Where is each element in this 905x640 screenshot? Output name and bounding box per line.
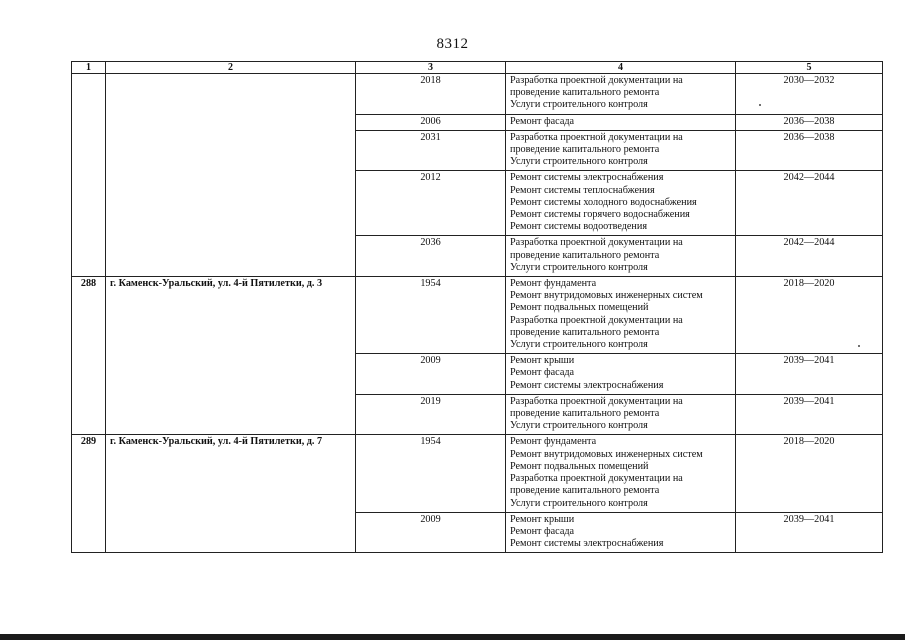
table-body (72, 74, 883, 553)
column-header-2: 2 (106, 62, 356, 74)
planned-period: 2018—2020 (736, 435, 883, 512)
scan-speck (759, 104, 761, 106)
work-type-line: Ремонт фундамента (510, 278, 597, 290)
work-type-line: Ремонт системы холодного водоснабжения (510, 196, 697, 208)
planned-period: 2039—2041 (736, 394, 883, 435)
work-types (506, 236, 736, 277)
work-type-line: Ремонт подвальных помещений (510, 302, 649, 314)
planned-period: 2039—2041 (736, 354, 883, 395)
work-types (506, 74, 736, 115)
entry-number: 288 (72, 277, 106, 435)
work-types (506, 171, 736, 236)
column-number-row (72, 62, 883, 74)
work-type-line: Разработка проектной документации на (510, 473, 683, 485)
last-repair-year: 2018 (356, 74, 506, 115)
planned-period: 2036—2038 (736, 130, 883, 171)
column-header-5: 5 (736, 62, 883, 74)
work-type-line: Ремонт крыши (510, 355, 575, 367)
work-types (506, 435, 736, 512)
table-row (72, 277, 883, 354)
entry-number (72, 74, 106, 277)
work-types (506, 114, 736, 130)
work-type-line: Разработка проектной документации на (510, 131, 683, 143)
last-repair-year: 2031 (356, 130, 506, 171)
work-type-line: Услуги строительного контроля (510, 99, 648, 111)
work-type-line: Услуги строительного контроля (510, 420, 648, 432)
column-header-1: 1 (72, 62, 106, 74)
repair-schedule-table (71, 61, 883, 553)
work-type-line: Ремонт системы теплоснабжения (510, 184, 655, 196)
planned-period: 2042—2044 (736, 236, 883, 277)
last-repair-year: 2009 (356, 354, 506, 395)
work-type-line: проведение капитального ремонта (510, 87, 660, 99)
work-type-line: Услуги строительного контроля (510, 497, 648, 509)
work-type-line: Ремонт внутридомовых инженерных систем (510, 290, 703, 302)
scan-edge (0, 634, 905, 640)
column-header-4: 4 (506, 62, 736, 74)
work-type-line: Ремонт фундамента (510, 436, 597, 448)
work-type-line: Ремонт крыши (510, 513, 575, 525)
work-type-line: Услуги строительного контроля (510, 261, 648, 273)
planned-period: 2036—2038 (736, 114, 883, 130)
planned-period: 2018—2020 (736, 277, 883, 354)
work-type-line: Ремонт фасада (510, 367, 575, 379)
building-address (106, 74, 356, 277)
work-types (506, 394, 736, 435)
work-type-line: проведение капитального ремонта (510, 144, 660, 156)
scan-speck (858, 345, 860, 347)
work-type-line: Разработка проектной документации на (510, 314, 683, 326)
work-type-line: Разработка проектной документации на (510, 395, 683, 407)
work-type-line: Услуги строительного контроля (510, 339, 648, 351)
page-number: 8312 (436, 36, 469, 52)
work-type-line: проведение капитального ремонта (510, 326, 660, 338)
work-types (506, 512, 736, 553)
last-repair-year: 2019 (356, 394, 506, 435)
work-type-line: Ремонт системы водоотведения (510, 221, 648, 233)
table-row (72, 74, 883, 115)
work-type-line: Ремонт фасада (510, 525, 575, 537)
work-type-line: Ремонт фасада (510, 115, 575, 127)
work-type-line: проведение капитального ремонта (510, 408, 660, 420)
last-repair-year: 2009 (356, 512, 506, 553)
planned-period: 2030—2032 (736, 74, 883, 115)
work-type-line: Услуги строительного контроля (510, 156, 648, 168)
last-repair-year: 2012 (356, 171, 506, 236)
last-repair-year: 1954 (356, 277, 506, 354)
table-row (72, 435, 883, 512)
column-header-3: 3 (356, 62, 506, 74)
work-type-line: Ремонт подвальных помещений (510, 460, 649, 472)
work-type-line: проведение капитального ремонта (510, 249, 660, 261)
work-types (506, 354, 736, 395)
planned-period: 2039—2041 (736, 512, 883, 553)
work-type-line: Ремонт системы электроснабжения (510, 379, 664, 391)
work-type-line: Ремонт внутридомовых инженерных систем (510, 448, 703, 460)
work-type-line: Ремонт системы горячего водоснабжения (510, 209, 690, 221)
work-types (506, 277, 736, 354)
entry-number: 289 (72, 435, 106, 553)
work-type-line: Ремонт системы электроснабжения (510, 172, 664, 184)
work-type-line: проведение капитального ремонта (510, 485, 660, 497)
planned-period: 2042—2044 (736, 171, 883, 236)
building-address: г. Каменск-Уральский, ул. 4-й Пятилетки, д. 3 (106, 277, 356, 435)
last-repair-year: 2036 (356, 236, 506, 277)
work-types (506, 130, 736, 171)
work-type-line: Ремонт системы электроснабжения (510, 538, 664, 550)
last-repair-year: 2006 (356, 114, 506, 130)
work-type-line: Разработка проектной документации на (510, 75, 683, 86)
building-address: г. Каменск-Уральский, ул. 4-й Пятилетки, д. 7 (106, 435, 356, 553)
work-type-line: Разработка проектной документации на (510, 237, 683, 249)
last-repair-year: 1954 (356, 435, 506, 512)
